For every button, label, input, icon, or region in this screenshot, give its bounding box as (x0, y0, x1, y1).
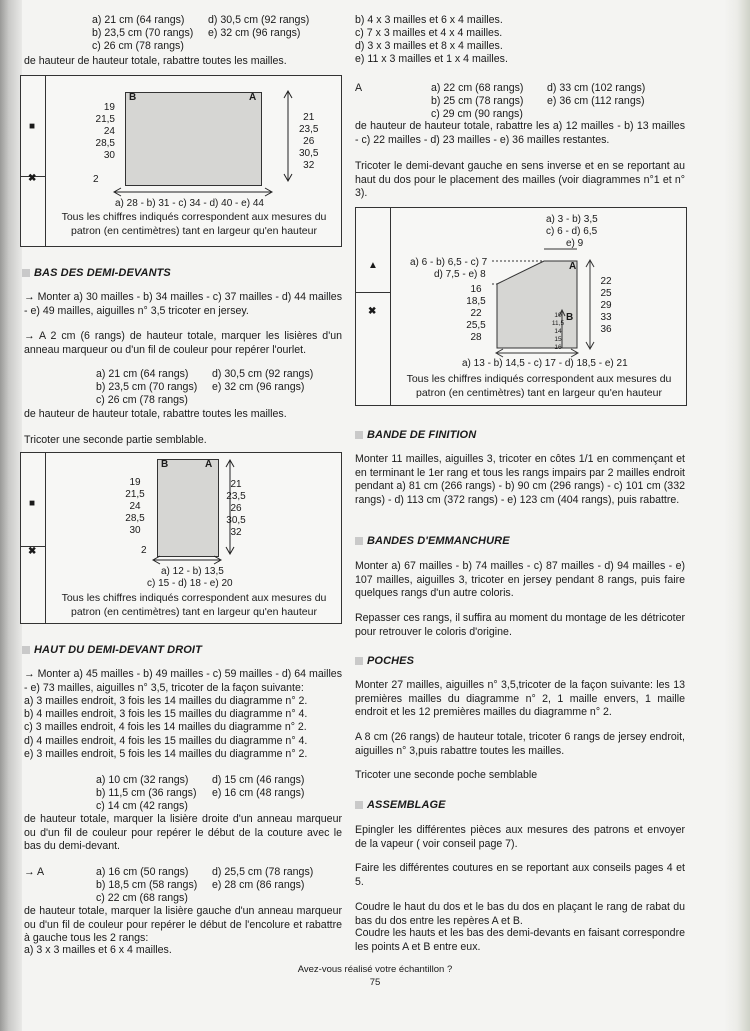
left-measure: 19 21,5 24 28,5 30 (125, 477, 145, 536)
paragraph: de hauteur de hauteur totale, rabattre toutes les mailles. (24, 408, 287, 420)
decrease-lines: b) 4 x 3 mailles et 6 x 4 mailles. c) 7 x 3 mailles et 4 x 4 mailles. d) 3 x 3 mailles et 8 x 4 mailles. e) 11 x 3 mailles et 1 x 4 mailles. (355, 14, 508, 65)
cross-symbol: ✖ (368, 306, 377, 317)
size-list-top (92, 14, 342, 54)
book-spine-shadow (0, 0, 22, 1031)
paragraph: → Monter a) 30 mailles - b) 34 mailles - c) 37 mailles - d) 44 mailles - e) 49 mailles, aiguilles n° 3,5 tricoter en jersey. (24, 291, 342, 317)
size-a: a) 21 cm (64 rangs) (92, 14, 185, 26)
cross-symbol: ✖ (28, 173, 37, 184)
section-title-poches: POCHES (355, 654, 414, 668)
pattern-diagram-half-front: ▲ ✖ a) 3 - b) 3,5 c) 6 - d) 6,5 e) 9 a) 6 - b) 6,5 - c) 7 d) 7,5 - e) 8 A B 16 18,5 22 25,5 28 22 25 29 33 36 10 11,5 14 15 16 a) 13 - b) 14,5 - c) 17 - d) 18,5 - e) 21 Tous les chiffres indiqués correspondent aux mesures du patron (en centimètres) tant en largeur qu'en hauteur (355, 207, 687, 406)
paragraph: → Monter a) 45 mailles - b) 49 mailles - c) 59 mailles - d) 64 mailles - e) 73 mailles, aiguilles n° 3,5, tricoter de la façon suivante: (24, 668, 342, 694)
paragraph: Monter 11 mailles, aiguilles 3, tricoter en côtes 1/1 en commençant et en terminant le 1er rang et tous les rangs impairs par 2 mailles endroit pendant a) 81 cm (266 rangs) - b) 90 cm (296 rangs) - c) 101 cm (332 rangs) - d) 113 cm (372 rangs) - e) 123 cm (404 rangs), puis rabattre. (355, 453, 685, 506)
paragraph: Monter a) 67 mailles - b) 74 mailles - c) 87 mailles - d) 94 mailles - e) 107 mailles, aiguilles 3, tricoter en jersey pendant 8 rangs, puis faire quelques rangs d'un autre coloris. (355, 560, 685, 600)
paragraph: Coudre les hauts et les bas des demi-devants en faisant correspondre les points A et B entre eux. (355, 927, 685, 953)
marker-a: → A (24, 866, 45, 878)
paragraph: Epingler les différentes pièces aux mesures des patrons et envoyer de la vapeur ( voir conseil page 7). (355, 824, 685, 850)
page-number: 75 (369, 977, 381, 988)
marker-a: A (355, 82, 363, 94)
size-list-right: a) 22 cm (68 rangs) b) 25 cm (78 rangs) c) 29 cm (90 rangs) d) 33 cm (102 rangs) e) 36 cm (112 rangs) (431, 82, 646, 120)
paragraph: de hauteur totale, marquer la lisière gauche d'un anneau marqueur ou d'un fil de couleur pour repérer le début de l'encolure et rabattre à gauche tous les 2 rangs: (24, 905, 342, 945)
instruction-line: de hauteur de hauteur totale, rabattre toutes les mailles. (24, 55, 287, 67)
pattern-piece (125, 92, 262, 186)
triangle-symbol: ▲ (368, 260, 378, 271)
paragraph: Tricoter le demi-devant gauche en sens inverse et en se reportant au haut du dos pour le placement des mailles (voir diagrammes n°1 et n° 3). (355, 160, 685, 200)
paragraph: Faire les différentes coutures en se reportant aux conseils pages 4 et 5. (355, 862, 685, 888)
cross-symbol: ✖ (28, 546, 37, 557)
right-measure: 21 23,5 26 30,5 32 (226, 479, 246, 538)
left-measure: 16 18,5 22 25,5 28 (466, 284, 486, 343)
paragraph: Monter 27 mailles, aiguilles n° 3,5,tricoter de la façon suivante: les 13 premières mailles du diagramme n° 2, 1 maille envers, 1 maille endroit et les 12 premières mailles du diagramme n° 2. (355, 679, 685, 719)
section-title-haut: HAUT DU DEMI-DEVANT DROIT (22, 643, 202, 657)
size-e: e) 32 cm (96 rangs) (208, 27, 301, 39)
footer-tip: Avez-vous réalisé votre échantillon ? (297, 964, 453, 975)
size-list-haut-2: a) 16 cm (50 rangs) b) 18,5 cm (58 rangs) c) 22 cm (68 rangs) d) 25,5 cm (78 rangs) e) 28 cm (86 rangs) (96, 866, 314, 904)
paragraph: Repasser ces rangs, il suffira au moment du montage de les détricoter pour retrouver le coloris d'origine. (355, 612, 685, 638)
section-title-bas: BAS DES DEMI-DEVANTS (22, 266, 171, 280)
pattern-diagram-back: ■ ✖ B A 2 19 21,5 24 28,5 30 21 23,5 26 30,5 32 a) 28 - b) 31 - c) 34 - d) 40 - e) 44 Tous les chiffres indiqués correspondent aux mesures du patron (en centimètres) tant en largeur qu'en hauteur (20, 75, 342, 247)
paragraph: Coudre le haut du dos et le bas du dos en plaçant le rang de rabat du bas du dos entre les repères A et B. (355, 901, 685, 927)
paragraph: de hauteur de hauteur totale, rabattre les a) 12 mailles - b) 13 mailles - c) 22 mailles - d) 23 mailles - e) 36 mailles restantes. (355, 120, 685, 146)
paragraph: a) 3 x 3 mailles et 6 x 4 mailles. (24, 944, 172, 956)
small-measure: 10 11,5 14 15 16 (551, 312, 565, 351)
paragraph: Tricoter une seconde poche semblable (355, 769, 538, 781)
size-d: d) 30,5 cm (92 rangs) (208, 14, 310, 26)
pattern-piece (157, 459, 219, 557)
size-b: b) 23,5 cm (70 rangs) (92, 27, 194, 39)
paragraph: → A 2 cm (6 rangs) de hauteur totale, marquer les lisières d'un anneau marqueur ou d'un fil de couleur pour repérer l'ourlet. (24, 330, 342, 356)
paragraph: de hauteur totale, marquer la lisière droite d'un anneau marqueur ou d'un fil de couleur pour repérer le début de la couture avec le bas du demi-devant. (24, 813, 342, 853)
diagram-caption: Tous les chiffres indiqués correspondent aux mesures du patron (en centimètres) tant en largeur qu'en hauteur (61, 592, 327, 618)
diagram-caption: Tous les chiffres indiqués correspondent aux mesures du patron (en centimètres) tant en largeur qu'en hauteur (61, 211, 327, 237)
pattern-diagram-front: ■ ✖ B A 2 19 21,5 24 28,5 30 21 23,5 26 30,5 32 a) 12 - b) 13,5 c) 15 - d) 18 - e) 20 Tous les chiffres indiqués correspondent aux mesures du patron (en centimètres) tant en largeur qu'en hauteur (20, 452, 342, 624)
size-c: c) 26 cm (78 rangs) (92, 40, 184, 52)
square-symbol: ■ (29, 121, 36, 132)
size-list-haut: a) 10 cm (32 rangs) b) 11,5 cm (36 rangs) c) 14 cm (42 rangs) d) 15 cm (46 rangs) e) 16 cm (48 rangs) (96, 774, 305, 812)
page-edge (724, 0, 750, 1031)
section-title-emmanchure: BANDES D'EMMANCHURE (355, 534, 510, 548)
paragraph: A 8 cm (26 rangs) de hauteur totale, tricoter 6 rangs de jersey endroit, aiguilles n° 3,puis rabattre toutes les mailles. (355, 731, 685, 757)
stitch-rows: a) 3 mailles endroit, 3 fois les 14 mailles du diagramme n° 2. b) 4 mailles endroit, 3 fois les 15 mailles du diagramme n° 4. c) 3 mailles endroit, 4 fois les 14 mailles du diagramme n° 2. d) 4 mailles endroit, 4 fois les 15 mailles du diagramme n° 4. e) 3 mailles endroit, 5 fois les 14 mailles du diagramme n° 2. (24, 695, 308, 760)
diagram-caption: Tous les chiffres indiqués correspondent aux mesures du patron (en centimètres) tant en largeur qu'en hauteur (406, 373, 672, 399)
right-measure: 21 23,5 26 30,5 32 (277, 90, 317, 182)
size-list-bas: a) 21 cm (64 rangs) b) 23,5 cm (70 rangs) c) 26 cm (78 rangs) d) 30,5 cm (92 rangs) e) 32 cm (96 rangs) (96, 368, 314, 406)
section-title-bande: BANDE DE FINITION (355, 428, 476, 442)
square-symbol: ■ (29, 498, 36, 509)
paragraph: Tricoter une seconde partie semblable. (24, 434, 207, 446)
right-measure: 22 25 29 33 36 (600, 276, 612, 335)
section-title-assemblage: ASSEMBLAGE (355, 798, 446, 812)
